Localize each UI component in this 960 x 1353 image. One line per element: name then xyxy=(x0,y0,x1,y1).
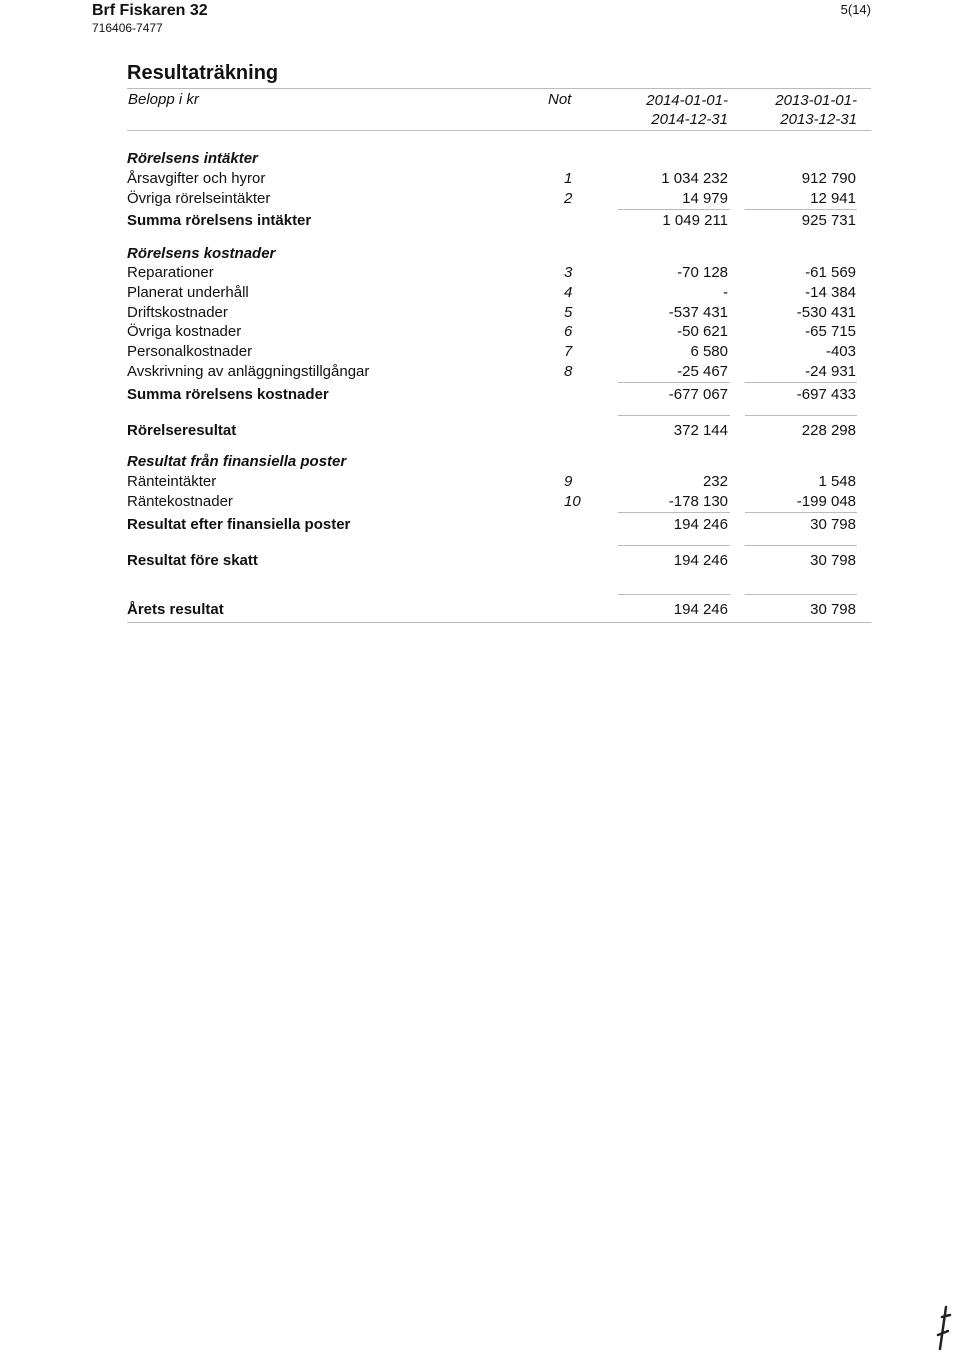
net-result-row xyxy=(127,600,856,619)
currency-label: Belopp i kr xyxy=(128,91,199,108)
organization-number: 716406-7477 xyxy=(92,21,163,35)
note-ref: 7 xyxy=(564,343,573,360)
table-row xyxy=(127,322,856,341)
row-label: Rörelsens kostnader xyxy=(127,245,276,262)
section-heading-operating-income xyxy=(127,149,856,168)
page-number: 5(14) xyxy=(840,2,871,17)
period-2014-end: 2014-12-31 xyxy=(651,111,728,128)
value-2014: - xyxy=(723,284,728,301)
table-row xyxy=(127,472,856,491)
value-2013: -14 384 xyxy=(805,284,856,301)
subtotal-line xyxy=(745,545,857,546)
note-ref: 10 xyxy=(564,493,581,510)
row-label: Resultat efter finansiella poster xyxy=(127,516,351,533)
period-2013-end: 2013-12-31 xyxy=(780,111,857,128)
value-2014: -178 130 xyxy=(668,493,728,510)
table-row xyxy=(127,283,856,302)
value-2013: 30 798 xyxy=(810,516,856,533)
table-row xyxy=(127,169,856,188)
note-ref: 2 xyxy=(564,190,573,207)
table-row xyxy=(127,263,856,282)
table-row xyxy=(127,189,856,208)
value-2014: 14 979 xyxy=(682,190,728,207)
row-label: Planerat underhåll xyxy=(127,284,249,301)
value-2013: -24 931 xyxy=(805,363,856,380)
subtotal-line xyxy=(745,382,857,383)
row-label: Rörelseresultat xyxy=(127,422,237,439)
value-2014: 194 246 xyxy=(673,516,728,533)
value-2013: 1 548 xyxy=(818,473,856,490)
value-2013: 228 298 xyxy=(801,422,856,439)
value-2014: 194 246 xyxy=(673,552,728,569)
value-2014: -677 067 xyxy=(668,386,728,403)
value-2013: -199 048 xyxy=(796,493,856,510)
row-label: Övriga kostnader xyxy=(127,323,242,340)
value-2014: 1 034 232 xyxy=(661,170,728,187)
value-2014: 6 580 xyxy=(690,343,728,360)
table-row xyxy=(127,303,856,322)
value-2014: -537 431 xyxy=(668,304,728,321)
row-label: Årets resultat xyxy=(127,601,224,618)
value-2013: 912 790 xyxy=(801,170,856,187)
section-heading-operating-costs xyxy=(127,244,856,263)
row-label: Avskrivning av anläggningstillgångar xyxy=(127,363,370,380)
value-2013: -61 569 xyxy=(805,264,856,281)
row-label: Summa rörelsens kostnader xyxy=(127,386,329,403)
note-ref: 1 xyxy=(564,170,573,187)
value-2014: -25 467 xyxy=(677,363,728,380)
subtotal-line xyxy=(618,382,730,383)
table-row xyxy=(127,362,856,381)
subtotal-line xyxy=(745,209,857,210)
row-label: Ränteintäkter xyxy=(127,473,217,490)
value-2013: 12 941 xyxy=(810,190,856,207)
note-ref: 6 xyxy=(564,323,573,340)
value-2014: -70 128 xyxy=(677,264,728,281)
value-2013: -403 xyxy=(825,343,856,360)
subtotal-line xyxy=(618,415,730,416)
subtotal-row xyxy=(127,515,856,534)
row-label: Resultat före skatt xyxy=(127,552,258,569)
note-ref: 9 xyxy=(564,473,573,490)
note-ref: 3 xyxy=(564,264,573,281)
value-2013: -65 715 xyxy=(805,323,856,340)
note-column-header: Not xyxy=(548,91,572,108)
note-ref: 5 xyxy=(564,304,573,321)
row-label: Resultat från finansiella poster xyxy=(127,453,347,470)
table-row xyxy=(127,492,856,511)
value-2014: 372 144 xyxy=(673,422,728,439)
value-2014: 194 246 xyxy=(673,601,728,618)
subtotal-row xyxy=(127,385,856,404)
value-2013: 30 798 xyxy=(810,552,856,569)
subtotal-row xyxy=(127,211,856,230)
title-divider xyxy=(127,88,871,89)
value-2013: 30 798 xyxy=(810,601,856,618)
value-2013: -697 433 xyxy=(796,386,856,403)
row-label: Årsavgifter och hyror xyxy=(127,170,266,187)
value-2014: 1 049 211 xyxy=(662,212,728,229)
header-divider xyxy=(127,130,871,131)
row-label: Driftskostnader xyxy=(127,304,228,321)
subtotal-line xyxy=(745,512,857,513)
table-row xyxy=(127,342,856,361)
report-title: Resultaträkning xyxy=(127,62,279,84)
organization-name: Brf Fiskaren 32 xyxy=(92,2,208,19)
subtotal-line xyxy=(745,415,857,416)
row-label: Reparationer xyxy=(127,264,214,281)
value-2014: -50 621 xyxy=(677,323,728,340)
row-label: Summa rörelsens intäkter xyxy=(127,212,312,229)
row-label: Övriga rörelseintäkter xyxy=(127,190,271,207)
pre-tax-result-row xyxy=(127,551,856,570)
period-2013-start: 2013-01-01- xyxy=(775,92,857,109)
subtotal-line xyxy=(618,545,730,546)
subtotal-line xyxy=(618,594,730,595)
operating-result-row xyxy=(127,421,856,440)
handwritten-initial-mark xyxy=(932,1305,956,1353)
value-2013: 925 731 xyxy=(801,212,856,229)
subtotal-line xyxy=(745,594,857,595)
row-label: Personalkostnader xyxy=(127,343,253,360)
note-ref: 4 xyxy=(564,284,573,301)
row-label: Rörelsens intäkter xyxy=(127,150,258,167)
value-2014: 232 xyxy=(702,473,728,490)
period-2013-header xyxy=(775,91,857,129)
period-2014-header xyxy=(646,91,728,129)
period-2014-start: 2014-01-01- xyxy=(646,92,728,109)
section-heading-financial-items xyxy=(127,452,856,471)
subtotal-line xyxy=(618,209,730,210)
subtotal-line xyxy=(618,512,730,513)
value-2013: -530 431 xyxy=(796,304,856,321)
row-label: Räntekostnader xyxy=(127,493,233,510)
bottom-divider xyxy=(127,622,871,623)
note-ref: 8 xyxy=(564,363,573,380)
